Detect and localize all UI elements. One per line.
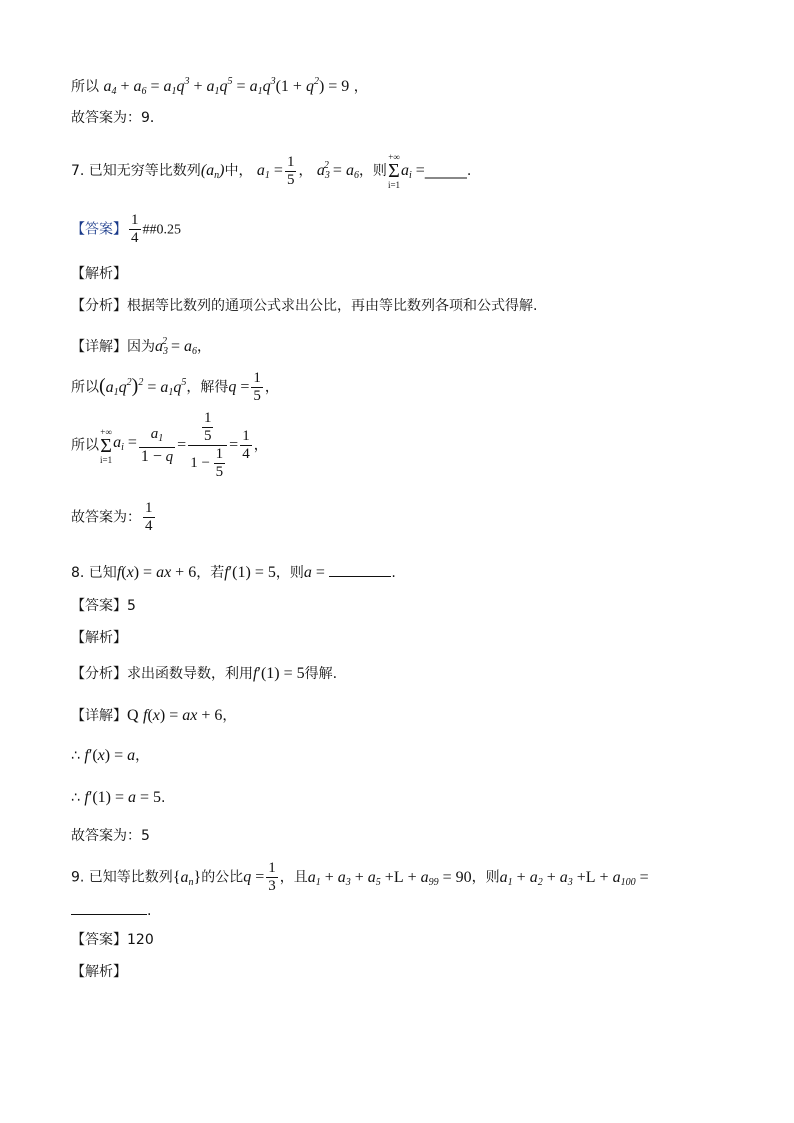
- question-text: ，: [298, 163, 313, 179]
- question-text: ，则: [275, 565, 304, 581]
- sequence-symbol: $(a_n)$: [200, 162, 225, 181]
- formula: f′(x) = a: [84, 747, 136, 764]
- question-text: ，若: [196, 565, 225, 581]
- question-text: ，则: [471, 869, 500, 886]
- therefore-symbol: ∴: [71, 790, 80, 806]
- blank: [329, 562, 391, 577]
- analysis-heading: 【解析】: [71, 964, 127, 980]
- fraction: $\frac{a_1}{1 - q}$: [140, 425, 174, 465]
- question-8: [71, 562, 396, 583]
- question-text: ，且: [279, 869, 308, 886]
- sequence-symbol: $\{a_n\}$: [172, 868, 202, 888]
- answer-text: 故答案为：: [71, 509, 141, 526]
- formula-q: q =: [228, 378, 250, 396]
- question-text: 的公比: [201, 869, 244, 886]
- step-text: ，: [253, 437, 268, 454]
- detail-8: [71, 706, 236, 726]
- text: 所以: [71, 79, 99, 95]
- because-symbol: Q: [127, 707, 139, 724]
- fraction: $\frac{1}{5}$: [286, 153, 295, 188]
- answer-tag: 【答案】: [71, 221, 127, 238]
- question-9-blank: [71, 900, 151, 921]
- formula: f′(1) = 5: [253, 665, 305, 682]
- detail-text: 【详解】: [71, 708, 127, 724]
- detail-7: [71, 332, 211, 362]
- answer-8: 【答案】5: [71, 598, 136, 614]
- formula: $(a_1q^2)^2 = a_1q^5$: [99, 374, 187, 398]
- question-text: .: [391, 565, 396, 581]
- analysis-heading: 【解析】: [71, 266, 127, 282]
- question-text: 中，: [224, 163, 253, 179]
- question-7: [71, 152, 471, 190]
- formula-a3: $a_3^2 = a_6$: [316, 160, 359, 181]
- formula: $a_3^2 = a_6$: [155, 336, 198, 357]
- fraction: $\frac{1}{4}$: [131, 212, 139, 246]
- formula-q: q =: [243, 868, 265, 886]
- question-text: 7. 已知无穷等比数列: [71, 163, 201, 179]
- step-text: 所以: [71, 379, 99, 396]
- answer-line-9: 故答案为：9．: [71, 110, 164, 126]
- answer-7: [71, 212, 181, 247]
- answer-line-8: 故答案为：5: [71, 828, 150, 844]
- detail-text: ，: [222, 708, 237, 724]
- formula: f′(1) = a = 5: [84, 789, 162, 806]
- formula: f(x) = ax + 6: [116, 564, 197, 581]
- sum-symbol: +∞ Σ i=1: [387, 152, 401, 190]
- sum-symbol: +∞ Σ i=1: [100, 426, 113, 465]
- formula: $a_4 + a_6 = a_1q^3 + a_1q^5 = a_1q^3(1 + q^2) = 9$: [103, 76, 350, 97]
- detail-text: 【详解】因为: [71, 339, 155, 355]
- solution-7-step1: [71, 370, 279, 405]
- solution-8-step1: ∴ f′(x) = a，: [71, 747, 150, 764]
- formula: $a_1 + a_2 + a_3 +L + a_{100}$ =: [499, 868, 649, 888]
- question-text: 8. 已知: [71, 565, 117, 581]
- solution-7-step2: 所以 +∞ Σ i=1 $a_i$ = $\frac{a_1}{1 - q}$ = $\frac{1}{5}$ 1 − $\frac{1}{5}$ = $\frac{1}{4}$ ，: [71, 410, 268, 480]
- analysis-8: [71, 664, 337, 684]
- question-text: ，则: [358, 163, 387, 179]
- step-text: ，解得: [186, 379, 229, 396]
- detail-text: ，: [197, 339, 212, 355]
- step-text: 所以: [71, 437, 99, 454]
- formula: f(x) = ax + 6: [143, 707, 223, 724]
- answer-line-7: [71, 500, 157, 535]
- solution-line-sum: [71, 72, 368, 102]
- fraction: $\frac{1}{4}$: [145, 500, 153, 534]
- fraction: $\frac{1}{3}$: [268, 860, 276, 894]
- question-text: 9. 已知等比数列: [71, 869, 173, 886]
- analysis-text: 得解.: [304, 666, 338, 682]
- question-9: [71, 860, 649, 895]
- analysis-heading: 【解析】: [71, 630, 127, 646]
- formula: $a_i$ =: [113, 434, 137, 453]
- compound-fraction: $\frac{1}{5}$ 1 − $\frac{1}{5}$: [188, 410, 227, 481]
- formula-a1: $a_1$ =: [256, 162, 283, 181]
- formula: a =: [303, 564, 325, 581]
- blank: ______.: [424, 163, 472, 179]
- text: ，: [353, 79, 368, 95]
- analysis-text: 【分析】求出函数导数，利用: [71, 666, 253, 682]
- therefore-symbol: ∴: [71, 748, 80, 764]
- fraction: $\frac{1}{4}$: [242, 428, 250, 462]
- step-text: ，: [264, 379, 279, 396]
- formula-ai: $a_i$ =: [401, 162, 425, 181]
- analysis-7: 【分析】根据等比数列的通项公式求出公比，再由等比数列各项和公式得解.: [71, 298, 538, 314]
- question-text: .: [147, 903, 152, 919]
- formula: $a_1 + a_3 + a_5 +L + a_{99} = 90$: [307, 868, 472, 888]
- blank: [71, 900, 147, 915]
- fraction: $\frac{1}{5}$: [253, 370, 261, 404]
- answer-9: 【答案】120: [71, 932, 154, 948]
- solution-8-step2: ∴ f′(1) = a = 5.: [71, 789, 166, 806]
- formula: f′(1) = 5: [224, 564, 276, 581]
- answer-alt: ##0.25: [142, 222, 181, 238]
